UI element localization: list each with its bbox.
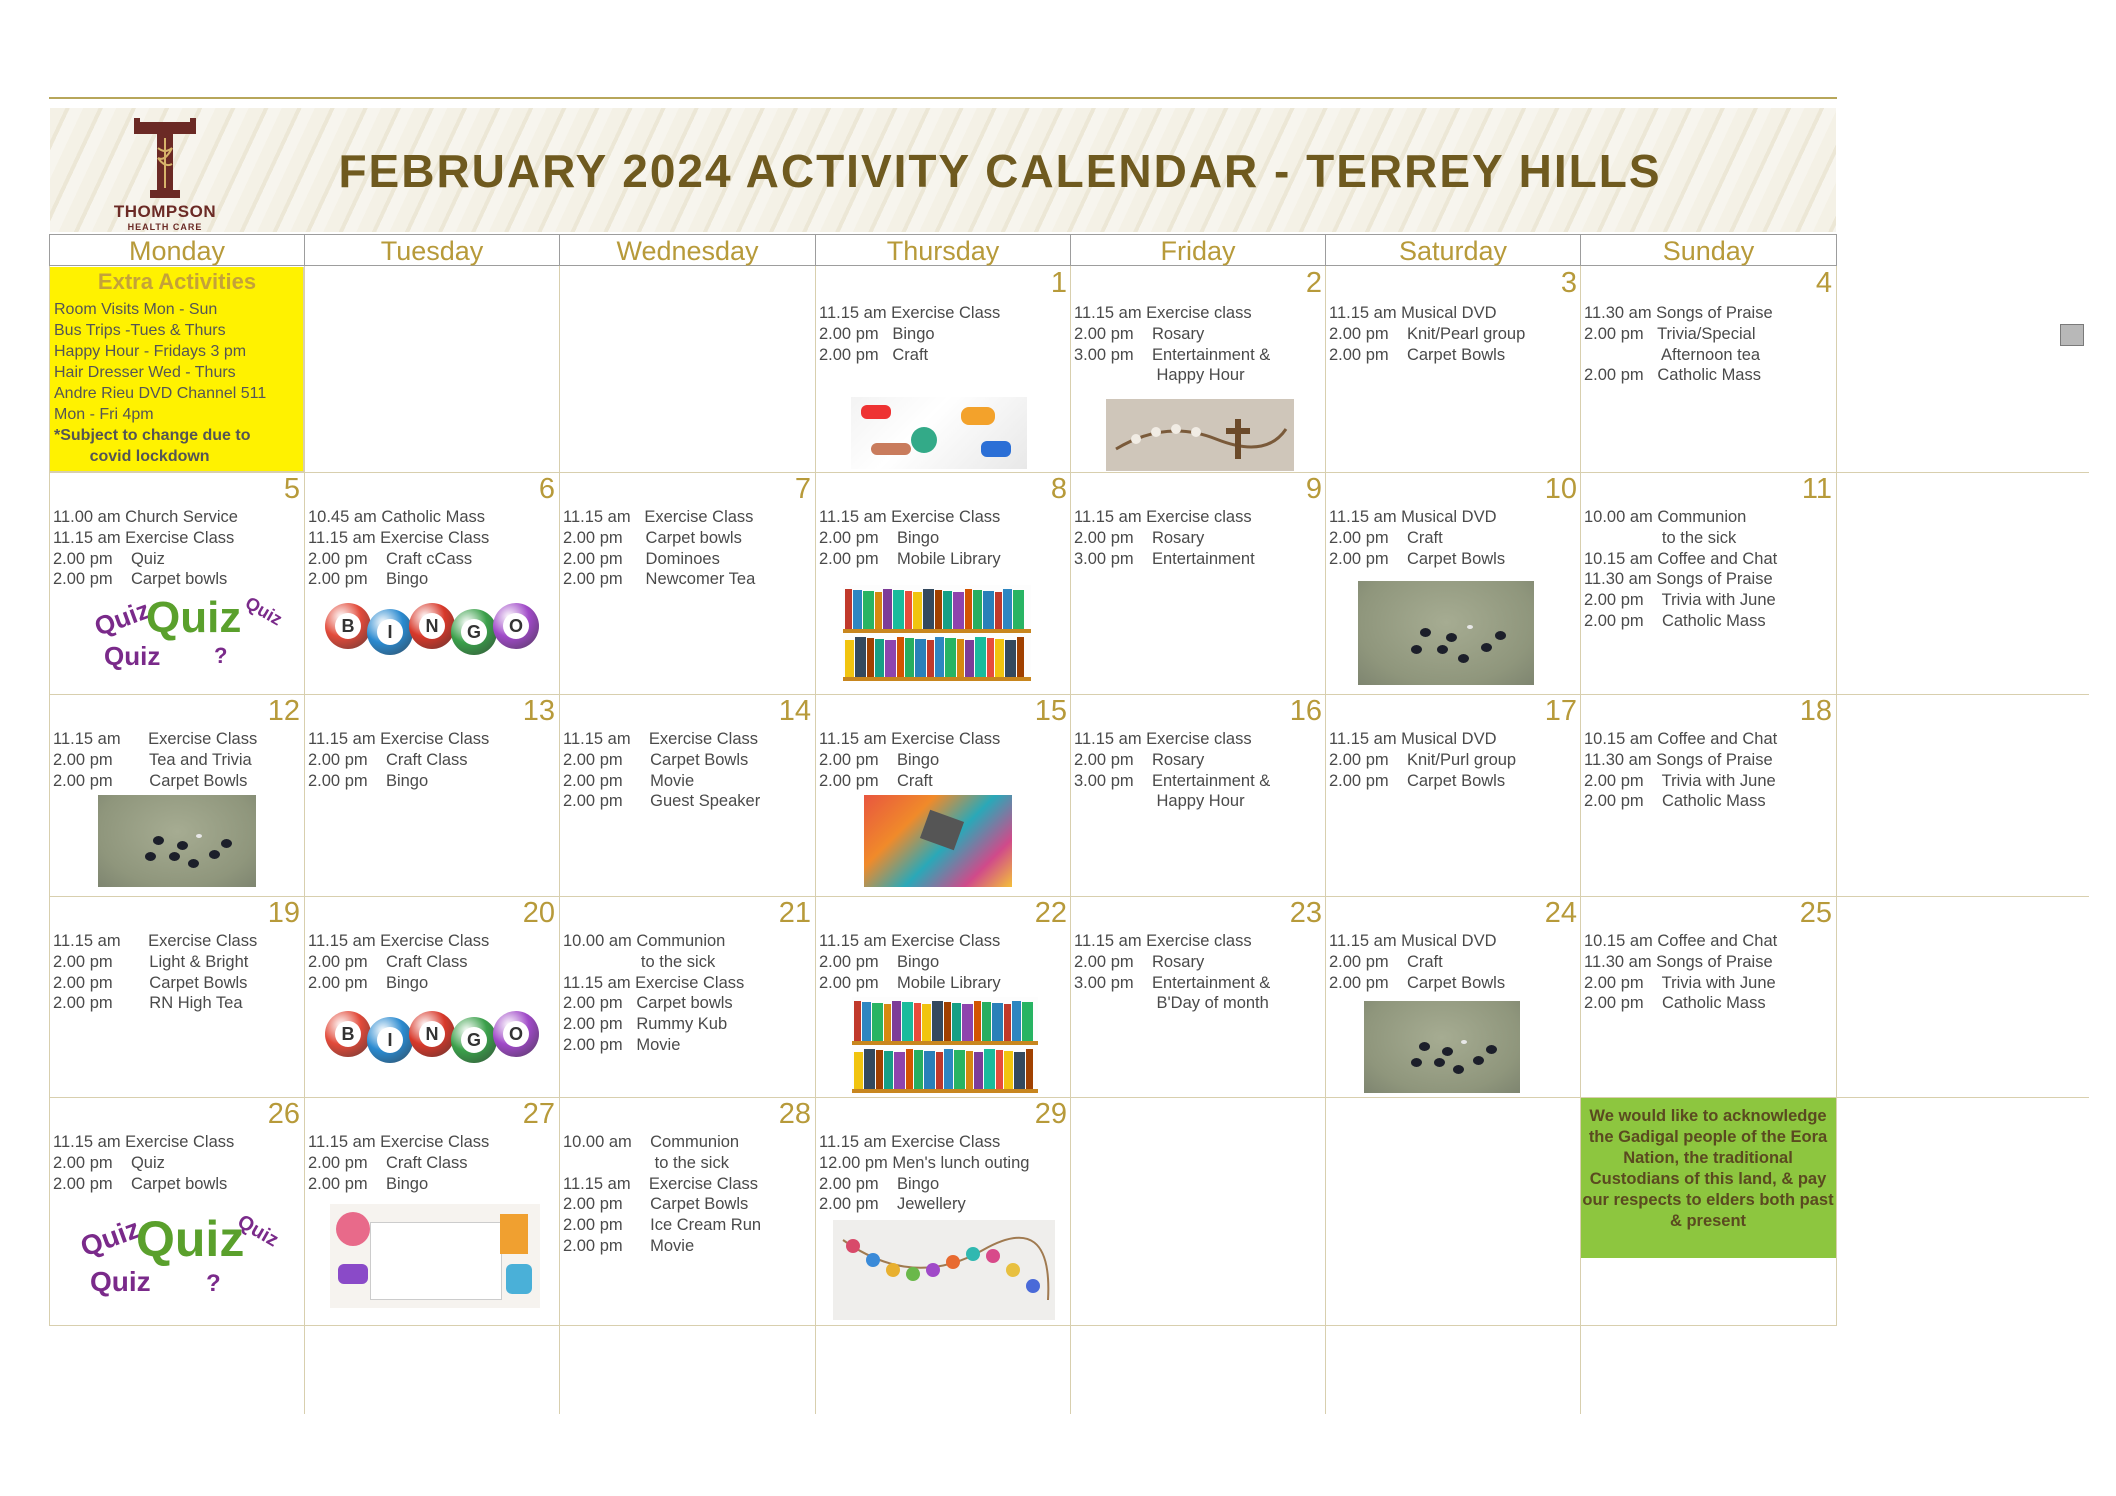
day-cell-8: [816, 473, 1071, 694]
day-cell-13: [305, 695, 559, 896]
book-spine: [845, 640, 854, 677]
day-number: 12: [267, 695, 300, 727]
book-spine: [883, 589, 892, 629]
acknowledgement-text: We would like to acknowledge the Gadigal people of the Eora Nation, the traditional Custodians of this land, & pay our respects to elders both past & present: [1582, 1107, 1834, 1230]
day-number: 1: [1050, 267, 1067, 299]
book-spine: [853, 590, 862, 629]
bowl-ball: [1481, 643, 1492, 652]
bingo-ball-letter: B: [335, 1021, 361, 1047]
book-spine: [944, 1049, 953, 1089]
book-spine: [953, 592, 964, 629]
day-cell-15: [816, 695, 1071, 896]
book-spine: [897, 637, 904, 677]
bingo-ball-letter: N: [419, 613, 445, 639]
day-header-thursday: Thursday: [815, 234, 1071, 266]
day-header-tuesday: Tuesday: [304, 234, 560, 266]
bowl-ball: [196, 834, 202, 838]
bingo-ball-letter: G: [461, 1027, 487, 1053]
book-spine: [966, 1051, 973, 1089]
quiz-word: Quiz: [136, 1211, 245, 1267]
lawn-bowls-image: [1364, 1001, 1520, 1093]
book-spine: [952, 1003, 961, 1041]
book-spine: [1005, 640, 1016, 677]
quiz-word: Quiz: [233, 1210, 283, 1252]
book-spine: [923, 589, 934, 629]
day-number: 7: [794, 473, 811, 505]
day-cell-24: [1326, 897, 1581, 1097]
quiz-word: Quiz: [241, 592, 286, 630]
day-number: 22: [1034, 897, 1067, 929]
bowl-ball: [1458, 654, 1469, 663]
day-number: 26: [267, 1098, 300, 1130]
book-spine: [944, 1002, 951, 1041]
bowl-ball: [177, 841, 188, 850]
day-events: 11.15 am Exercise Class 2.00 pm Craft Class 2.00 pm Bingo: [308, 932, 490, 992]
bingo-balls-image: [325, 1009, 545, 1069]
quiz-word: Quiz: [90, 1266, 151, 1297]
book-spine: [974, 1001, 981, 1041]
extra-activities-box: [50, 267, 304, 472]
book-spine: [864, 1049, 875, 1089]
book-spine: [945, 638, 956, 677]
book-spine: [855, 637, 866, 677]
extra-item: Happy Hour - Fridays 3 pm: [54, 343, 247, 360]
extra-item: Mon - Fri 4pm: [54, 406, 154, 423]
bingo-ball-letter: O: [503, 613, 529, 639]
day-cell-27: [305, 1098, 559, 1325]
book-spine: [854, 1052, 863, 1089]
book-spine: [1013, 590, 1024, 629]
day-events: 10.00 am Communion to the sick 10.15 am Coffee and Chat 11.30 am Songs of Praise 2.00 pm Trivia with June 2.00 pm Catholic Mass: [1584, 508, 1778, 630]
day-events: 11.15 am Musical DVD 2.00 pm Knit/Purl group 2.00 pm Carpet Bowls: [1329, 730, 1517, 790]
book-spine: [885, 640, 896, 677]
extra-activities-title: Extra Activities: [97, 269, 257, 294]
page-title: FEBRUARY 2024 ACTIVITY CALENDAR - TERREY HILLS: [338, 145, 1662, 197]
day-events: 11.15 am Exercise Class 2.00 pm Light & Bright 2.00 pm Carpet Bowls 2.00 pm RN High Tea: [53, 932, 258, 1013]
day-events: 11.15 am Exercise Class 2.00 pm Bingo 2.00 pm Craft: [819, 304, 1001, 364]
book-spine: [1004, 1004, 1011, 1041]
day-header-friday: Friday: [1070, 234, 1326, 266]
day-number: 5: [283, 473, 300, 505]
day-cell-25: [1581, 897, 1836, 1097]
grid-line: [1836, 266, 1837, 1326]
day-number: 24: [1544, 897, 1577, 929]
day-events: 11.15 am Exercise Class 12.00 pm Men's lunch outing 2.00 pm Bingo 2.00 pm Jewellery: [819, 1133, 1030, 1214]
day-events: 11.15 am Exercise class 2.00 pm Rosary 3.00 pm Entertainment: [1074, 508, 1255, 568]
book-spine: [996, 1050, 1003, 1089]
day-events: 11.15 am Exercise Class 2.00 pm Tea and Trivia 2.00 pm Carpet Bowls: [53, 730, 258, 790]
craft-hands-image: [851, 397, 1027, 469]
day-cell-14: [560, 695, 815, 896]
day-events: 10.00 am Communion to the sick 11.15 am Exercise Class 2.00 pm Carpet bowls 2.00 pm Rummy Kub 2.00 pm Movie: [563, 932, 745, 1054]
day-events: 11.15 am Exercise class 2.00 pm Rosary 3.00 pm Entertainment & Happy Hour: [1074, 304, 1271, 385]
book-spine: [902, 1002, 913, 1041]
day-number: 17: [1544, 695, 1577, 727]
book-spine: [984, 1049, 995, 1089]
bowl-ball: [169, 852, 180, 861]
book-spine: [987, 638, 994, 677]
day-cell-4: [1581, 267, 1836, 472]
day-number: 25: [1799, 897, 1832, 929]
day-events: 11.15 am Musical DVD 2.00 pm Craft 2.00 pm Carpet Bowls: [1329, 932, 1506, 992]
day-header-monday: Monday: [49, 234, 305, 266]
bowl-ball: [1411, 645, 1422, 654]
day-cell-1: [816, 267, 1071, 472]
book-spine: [927, 640, 934, 677]
craft-papers-image: [864, 795, 1012, 887]
book-spine: [884, 1051, 893, 1089]
day-cell-2: [1071, 267, 1326, 472]
day-cell-19: [50, 897, 304, 1097]
bowl-ball: [1446, 633, 1457, 642]
day-number: 13: [522, 695, 555, 727]
bingo-ball: [325, 603, 371, 649]
day-header-wednesday: Wednesday: [559, 234, 816, 266]
book-spine: [982, 1002, 991, 1041]
day-cell-23: [1071, 897, 1326, 1097]
bingo-ball: [409, 1011, 455, 1057]
day-events: 11.15 am Exercise class 2.00 pm Rosary 3.00 pm Entertainment & B'Day of month: [1074, 932, 1271, 1013]
rosary-image: [1106, 399, 1294, 471]
day-number: 9: [1305, 473, 1322, 505]
book-spine: [965, 640, 974, 677]
bowl-ball: [1442, 1047, 1453, 1056]
day-number: 28: [778, 1098, 811, 1130]
book-spine: [892, 1001, 901, 1041]
bowl-ball: [1437, 645, 1448, 654]
book-spine: [965, 589, 972, 629]
book-spine: [845, 589, 852, 629]
bingo-ball: [493, 603, 539, 649]
book-spine: [915, 639, 926, 677]
day-events: 11.15 am Exercise Class 2.00 pm Craft Class 2.00 pm Bingo: [308, 730, 490, 790]
day-cell-20: [305, 897, 559, 1097]
day-cell-26: [50, 1098, 304, 1325]
day-cell-28: [560, 1098, 815, 1325]
book-spine: [914, 1050, 923, 1089]
bowl-ball: [1461, 1040, 1467, 1044]
bingo-ball-letter: I: [377, 619, 403, 645]
day-number: 8: [1050, 473, 1067, 505]
bowl-ball: [1434, 1058, 1445, 1067]
bingo-ball: [325, 1011, 371, 1057]
book-spine: [875, 592, 882, 629]
bowl-ball: [209, 850, 220, 859]
day-cell-12: [50, 695, 304, 896]
day-cell-3: [1326, 267, 1581, 472]
book-spine: [913, 592, 922, 629]
day-cell-9: [1071, 473, 1326, 694]
bowl-ball: [1411, 1058, 1422, 1067]
bingo-ball: [367, 1017, 413, 1063]
logo-name: THOMPSON: [113, 202, 217, 221]
bookshelf-image: [843, 585, 1031, 681]
book-spine: [954, 1050, 965, 1089]
extra-item: Hair Dresser Wed - Thurs: [54, 364, 236, 381]
day-number: 21: [778, 897, 811, 929]
extra-item: Andre Rieu DVD Channel 511: [54, 385, 267, 402]
bowl-ball: [1419, 1042, 1430, 1051]
book-spine: [867, 638, 874, 677]
day-number: 18: [1799, 695, 1832, 727]
day-events: 11.15 am Musical DVD 2.00 pm Craft 2.00 pm Carpet Bowls: [1329, 508, 1506, 568]
day-events: 10.15 am Coffee and Chat 11.30 am Songs of Praise 2.00 pm Trivia with June 2.00 pm Catholic Mass: [1584, 730, 1778, 811]
book-spine: [995, 639, 1004, 677]
book-spine: [974, 1052, 983, 1089]
book-spine: [924, 1051, 935, 1089]
lawn-bowls-image: [98, 795, 256, 887]
top-rule: [49, 97, 1837, 99]
page-side-handle[interactable]: [2060, 324, 2084, 346]
book-spine: [1014, 1052, 1025, 1089]
bingo-ball-letter: B: [335, 613, 361, 639]
bowl-ball: [1420, 628, 1431, 637]
day-header-sunday: Sunday: [1580, 234, 1837, 266]
day-number: 23: [1289, 897, 1322, 929]
day-number: 19: [267, 897, 300, 929]
day-number: 29: [1034, 1098, 1067, 1130]
logo-t-icon: [130, 118, 200, 200]
book-spine: [1022, 1002, 1033, 1041]
bingo-ball-letter: G: [461, 619, 487, 645]
day-events: 10.00 am Communion to the sick 11.15 am Exercise Class 2.00 pm Carpet Bowls 2.00 pm Ice Cream Run 2.00 pm Movie: [563, 1133, 762, 1255]
quiz-word: Quiz: [104, 641, 161, 671]
book-spine: [975, 637, 986, 677]
quiz-word: Quiz: [90, 594, 154, 642]
day-number: 3: [1560, 267, 1577, 299]
bookshelf-plank: [843, 677, 1031, 681]
day-events: 11.15 am Exercise class 2.00 pm Rosary 3.00 pm Entertainment & Happy Hour: [1074, 730, 1271, 811]
bingo-ball: [451, 1017, 497, 1063]
book-spine: [1012, 1001, 1021, 1041]
day-header-saturday: Saturday: [1325, 234, 1581, 266]
day-events: 11.30 am Songs of Praise 2.00 pm Trivia/Special Afternoon tea 2.00 pm Catholic Mass: [1584, 304, 1773, 385]
day-number: 15: [1034, 695, 1067, 727]
day-number: 11: [1801, 473, 1832, 505]
day-cell-11: [1581, 473, 1836, 694]
day-events: 11.15 am Musical DVD 2.00 pm Knit/Pearl group 2.00 pm Carpet Bowls: [1329, 304, 1526, 364]
extra-activities-list: [54, 299, 266, 425]
craft-notebook-image: [330, 1204, 540, 1308]
book-spine: [1026, 1049, 1033, 1089]
day-cell-16: [1071, 695, 1326, 896]
bingo-ball-letter: O: [503, 1021, 529, 1047]
calendar-header: [50, 108, 1836, 232]
jewellery-image: [833, 1220, 1055, 1320]
book-spine: [906, 1049, 913, 1089]
book-spine: [922, 1004, 931, 1041]
book-spine: [935, 637, 944, 677]
bookshelf-plank: [852, 1041, 1038, 1045]
book-spine: [973, 590, 982, 629]
book-spine: [875, 639, 884, 677]
bingo-ball-letter: I: [377, 1027, 403, 1053]
day-number: 16: [1289, 695, 1322, 727]
quiz-graphic: Quiz Quiz Quiz ? Quiz: [76, 1210, 283, 1297]
bingo-ball: [367, 609, 413, 655]
book-spine: [957, 639, 964, 677]
book-spine: [884, 1004, 891, 1041]
bowl-ball: [1453, 1065, 1464, 1074]
day-events: 11.15 am Exercise Class 2.00 pm Craft Class 2.00 pm Bingo: [308, 1133, 490, 1193]
day-number: 10: [1544, 473, 1577, 505]
book-spine: [1004, 1051, 1013, 1089]
bingo-ball: [409, 603, 455, 649]
bingo-ball-letter: N: [419, 1021, 445, 1047]
extra-item: Room Visits Mon - Sun: [54, 301, 218, 318]
book-spine: [905, 591, 912, 629]
day-cell-7: [560, 473, 815, 694]
day-cell-29: [816, 1098, 1071, 1325]
quiz-word: Quiz: [146, 593, 242, 642]
logo-subtitle: HEALTH CARE: [127, 222, 203, 232]
day-events: 11.15 am Exercise Class 2.00 pm Carpet bowls 2.00 pm Dominoes 2.00 pm Newcomer Tea: [563, 508, 756, 589]
day-cell-5: [50, 473, 304, 694]
book-spine: [962, 1004, 973, 1041]
book-spine: [854, 1001, 861, 1041]
bowl-ball: [145, 852, 156, 861]
bingo-balls-image: [325, 601, 545, 661]
day-number: 27: [522, 1098, 555, 1130]
extra-activities-note: *Subject to change due to covid lockdown: [54, 427, 251, 465]
bowl-ball: [153, 836, 164, 845]
bookshelf-plank: [852, 1089, 1038, 1093]
day-cell-10: [1326, 473, 1581, 694]
book-spine: [905, 638, 914, 677]
day-number: 6: [538, 473, 555, 505]
bingo-ball: [493, 1011, 539, 1057]
lawn-bowls-image: [1358, 581, 1534, 685]
day-events: 11.15 am Exercise Class 2.00 pm Carpet Bowls 2.00 pm Movie 2.00 pm Guest Speaker: [563, 730, 761, 811]
book-spine: [863, 591, 874, 629]
day-events: 11.15 am Exercise Class 2.00 pm Bingo 2.00 pm Mobile Library: [819, 508, 1001, 568]
bingo-ball: [451, 609, 497, 655]
quiz-word: Quiz: [76, 1212, 144, 1263]
book-spine: [935, 590, 942, 629]
book-spine: [893, 590, 904, 629]
day-number: 20: [522, 897, 555, 929]
bowl-ball: [1467, 625, 1473, 629]
day-number: 2: [1305, 267, 1322, 299]
bowl-ball: [1486, 1045, 1497, 1054]
book-spine: [862, 1002, 871, 1041]
book-spine: [943, 591, 952, 629]
day-events: 10.45 am Catholic Mass 11.15 am Exercise Class 2.00 pm Craft cCass 2.00 pm Bingo: [308, 508, 490, 589]
book-spine: [995, 592, 1002, 629]
book-spine: [876, 1050, 883, 1089]
bowl-ball: [188, 859, 199, 868]
thompson-logo: [90, 118, 240, 232]
extra-item: Bus Trips -Tues & Thurs: [54, 322, 226, 339]
day-events: 11.00 am Church Service 11.15 am Exercise Class 2.00 pm Quiz 2.00 pm Carpet bowls: [53, 508, 238, 589]
bookshelf-plank: [843, 629, 1031, 633]
day-cell-21: [560, 897, 815, 1097]
book-spine: [894, 1052, 905, 1089]
day-cell-6: [305, 473, 559, 694]
book-spine: [1017, 637, 1024, 677]
acknowledgement-box: [1581, 1098, 1836, 1258]
book-spine: [932, 1001, 943, 1041]
bowl-ball: [221, 839, 232, 848]
day-number: 14: [778, 695, 811, 727]
bowl-ball: [1473, 1056, 1484, 1065]
book-spine: [872, 1003, 883, 1041]
day-cell-18: [1581, 695, 1836, 896]
book-spine: [936, 1052, 943, 1089]
day-cell-17: [1326, 695, 1581, 896]
grid-line: [49, 1325, 1837, 1326]
quiz-graphic: Quiz Quiz Quiz ? Quiz: [90, 592, 286, 671]
bowl-ball: [1495, 631, 1506, 640]
day-events: 11.15 am Exercise Class 2.00 pm Bingo 2.00 pm Mobile Library: [819, 932, 1001, 992]
day-number: 4: [1815, 267, 1832, 299]
book-spine: [1003, 589, 1012, 629]
day-events: 11.15 am Exercise Class 2.00 pm Bingo 2.00 pm Craft: [819, 730, 1001, 790]
day-events: 10.15 am Coffee and Chat 11.30 am Songs of Praise 2.00 pm Trivia with June 2.00 pm Catholic Mass: [1584, 932, 1778, 1013]
day-events: 11.15 am Exercise Class 2.00 pm Quiz 2.00 pm Carpet bowls: [53, 1133, 235, 1193]
day-cell-22: [816, 897, 1071, 1097]
book-spine: [992, 1003, 1003, 1041]
bookshelf-image: [852, 997, 1038, 1093]
book-spine: [914, 1003, 921, 1041]
book-spine: [983, 591, 994, 629]
